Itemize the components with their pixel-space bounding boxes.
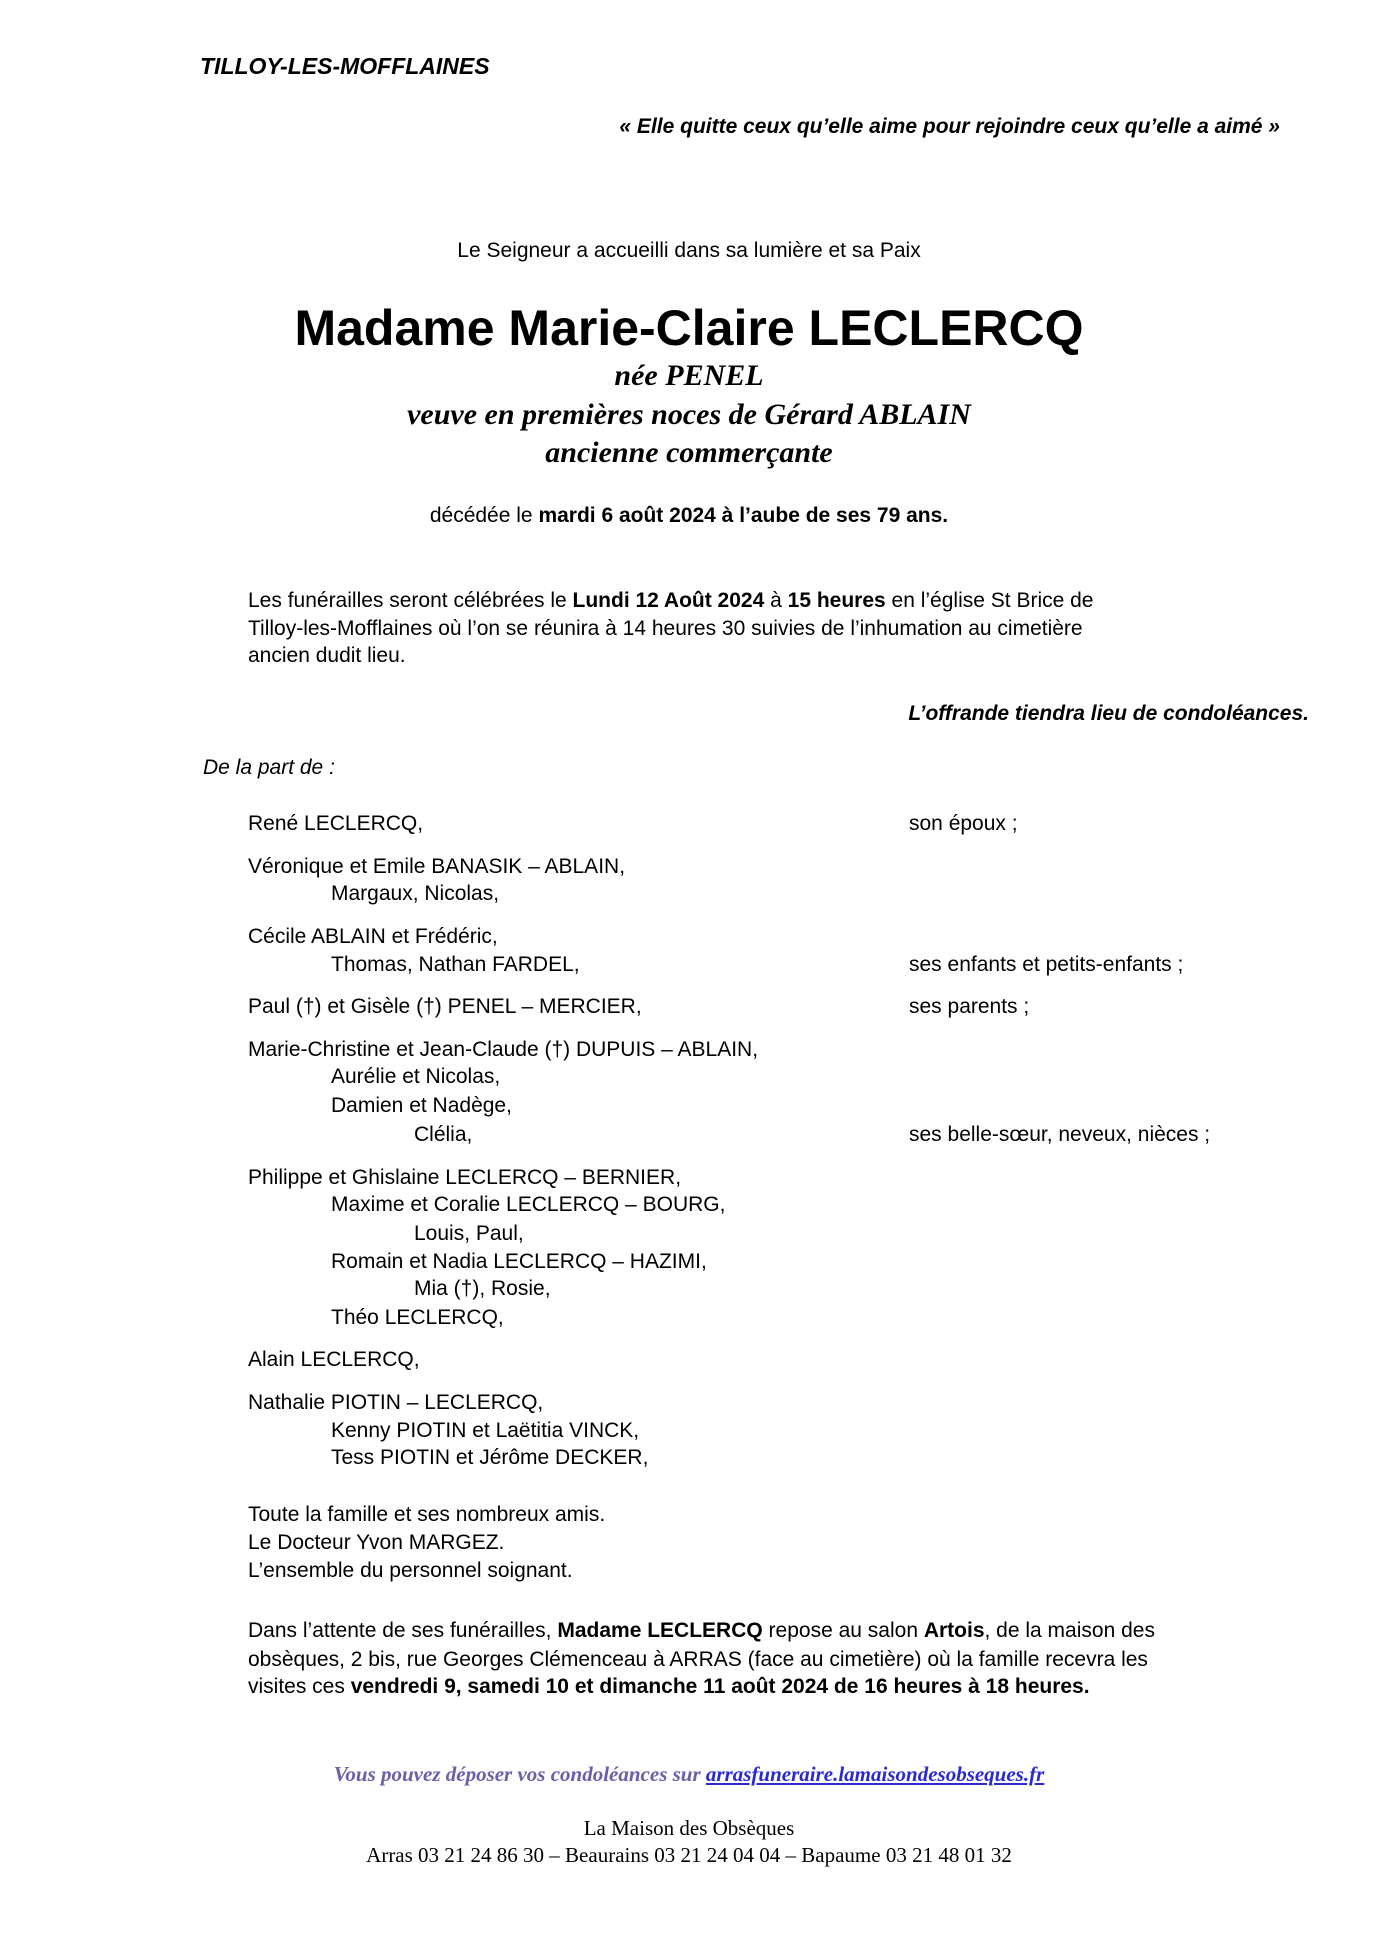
funeral-date: Lundi 12 Août 2024: [572, 589, 765, 612]
condolences-line: [0, 1760, 1378, 1788]
family-member-line: Louis, Paul,: [414, 1222, 524, 1245]
family-member-line: Maxime et Coralie LECLERCQ – BOURG,: [331, 1193, 726, 1216]
death-line: [0, 502, 1378, 530]
funeral-text: à: [764, 589, 788, 612]
family-member-line: Clélia,: [414, 1123, 473, 1146]
deceased-name: Madame Marie-Claire LECLERCQ: [294, 300, 1084, 356]
family-relation: son époux ;: [909, 812, 1018, 835]
family-member-line: Aurélie et Nicolas,: [331, 1065, 501, 1088]
family-relation: ses parents ;: [909, 995, 1030, 1018]
visit-dates: vendredi 9, samedi 10 et dimanche 11 août 2024 de 16 heures à 18 heures.: [350, 1675, 1090, 1698]
funeral-line: Tilloy-les-Mofflaines où l’on se réunira à 14 heures 30 suivies de l’inhumation au cimetière: [248, 617, 1083, 640]
family-member-line: Thomas, Nathan FARDEL,: [331, 953, 580, 976]
family-member-line: Cécile ABLAIN et Frédéric,: [248, 925, 498, 948]
widow-line: veuve en premières noces de Gérard ABLAIN: [407, 398, 971, 431]
visit-salon: Artois: [923, 1619, 985, 1642]
family-member-line: Kenny PIOTIN et Laëtitia VINCK,: [331, 1419, 640, 1442]
family-member-line: Alain LECLERCQ,: [248, 1348, 420, 1371]
town-heading: TILLOY-LES-MOFFLAINES: [200, 53, 490, 79]
family-member-line: René LECLERCQ,: [248, 812, 424, 835]
visit-text: , de la maison des: [984, 1619, 1155, 1642]
from-label: De la part de :: [203, 756, 335, 779]
occupation: ancienne commerçante: [545, 436, 833, 469]
death-date: mardi 6 août 2024 à l’aube de ses 79 ans.: [538, 504, 949, 527]
intro-line: Le Seigneur a accueilli dans sa lumière et sa Paix: [457, 239, 921, 262]
family-member-line: Véronique et Emile BANASIK – ABLAIN,: [248, 855, 626, 878]
birth-name: née PENEL: [614, 359, 764, 392]
funeral-text: Les funérailles seront célébrées le: [248, 589, 573, 612]
offering-note: L’offrande tiendra lieu de condoléances.: [908, 702, 1309, 725]
family-member-line: Damien et Nadège,: [331, 1094, 512, 1117]
visit-text: visites ces: [248, 1675, 351, 1698]
other-mourner: Toute la famille et ses nombreux amis.: [248, 1503, 606, 1526]
family-relation: ses enfants et petits-enfants ;: [909, 953, 1184, 976]
other-mourner: Le Docteur Yvon MARGEZ.: [248, 1531, 505, 1554]
family-member-line: Nathalie PIOTIN – LECLERCQ,: [248, 1391, 544, 1414]
other-mourner: L’ensemble du personnel soignant.: [248, 1559, 573, 1582]
family-member-line: Philippe et Ghislaine LECLERCQ – BERNIER,: [248, 1166, 682, 1189]
family-member-line: Mia (†), Rosie,: [414, 1277, 551, 1300]
death-prefix: décédée le: [429, 504, 539, 527]
family-member-line: Paul (†) et Gisèle (†) PENEL – MERCIER,: [248, 995, 642, 1018]
company-name: La Maison des Obsèques: [583, 1816, 795, 1840]
family-member-line: Margaux, Nicolas,: [331, 882, 500, 905]
family-member-line: Tess PIOTIN et Jérôme DECKER,: [331, 1446, 649, 1469]
family-member-line: Romain et Nadia LECLERCQ – HAZIMI,: [331, 1250, 707, 1273]
funeral-text: en l’église St Brice de: [885, 589, 1094, 612]
funeral-time: 15 heures: [787, 589, 886, 612]
company-phones: Arras 03 21 24 86 30 – Beaurains 03 21 24 04 04 – Bapaume 03 21 48 01 32: [366, 1843, 1012, 1867]
visit-line: obsèques, 2 bis, rue Georges Clémenceau à ARRAS (face au cimetière) où la famille recevra les: [248, 1648, 1148, 1671]
family-member-line: Marie-Christine et Jean-Claude (†) DUPUIS – ABLAIN,: [248, 1038, 759, 1061]
family-relation: ses belle-sœur, neveux, nièces ;: [909, 1123, 1211, 1146]
funeral-line: ancien dudit lieu.: [248, 644, 406, 667]
family-member-line: Théo LECLERCQ,: [331, 1306, 504, 1329]
condolences-link[interactable]: arrasfuneraire.lamaisondesobseques.fr: [705, 1762, 1045, 1786]
visit-name: Madame LECLERCQ: [557, 1619, 763, 1642]
condolences-text: Vous pouvez déposer vos condoléances sur: [333, 1762, 706, 1786]
visit-text: repose au salon: [762, 1619, 924, 1642]
epigraph-quote: « Elle quitte ceux qu’elle aime pour rejoindre ceux qu’elle a aimé »: [619, 115, 1280, 138]
visit-text: Dans l’attente de ses funérailles,: [248, 1619, 558, 1642]
